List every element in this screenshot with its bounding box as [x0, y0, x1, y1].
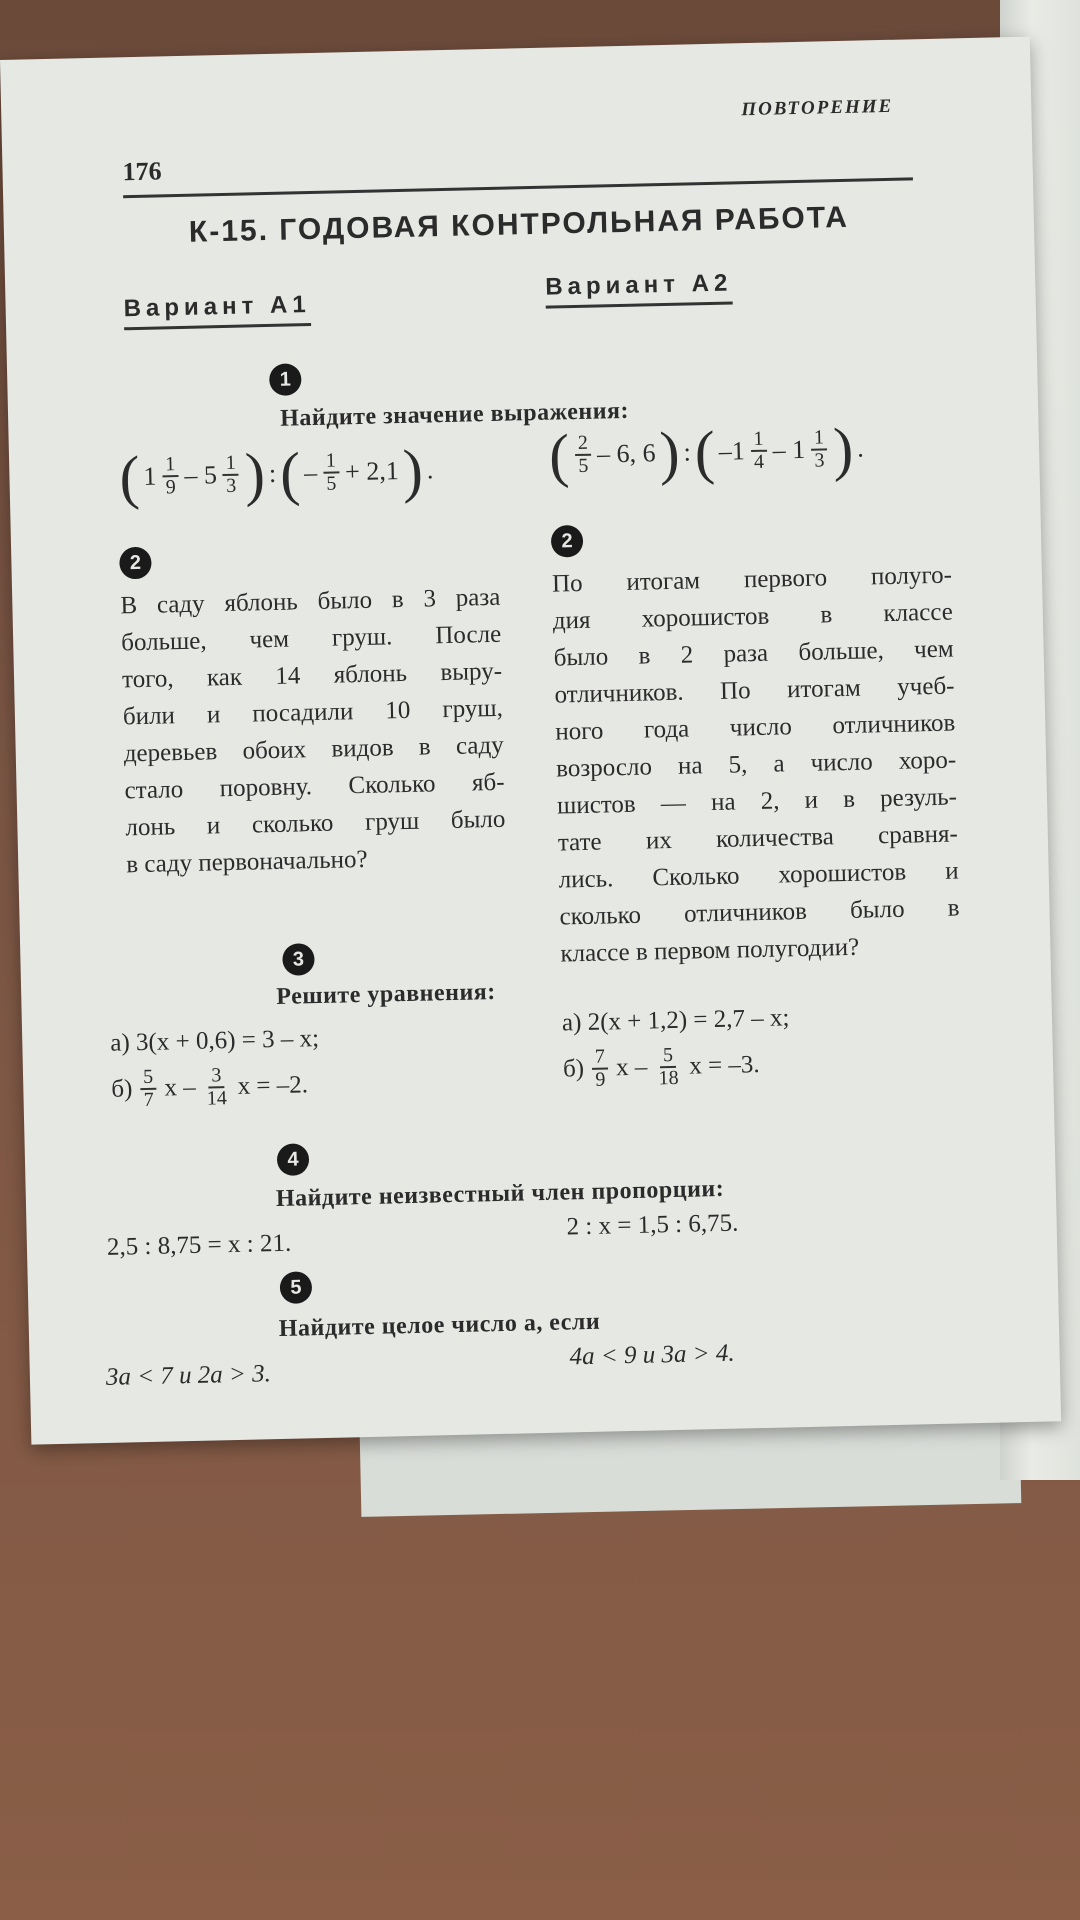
text-line: лись. Сколько хорошистов и	[558, 857, 959, 894]
text-line: шистов — на 2, и в резуль-	[556, 783, 958, 820]
text-line: в саду первоначально?	[125, 845, 368, 879]
numerator: 2	[575, 433, 592, 456]
text-line: возросло на 5, а число хоро-	[555, 746, 957, 783]
text-line: били и посадили 10 груш,	[122, 694, 504, 731]
text-line: дия хорошистов в классе	[552, 598, 954, 635]
paren-open: (	[279, 440, 301, 507]
numerator: 3	[208, 1065, 225, 1088]
text-line: больше, чем груш. После	[120, 620, 502, 657]
minus-term: – 5	[184, 460, 218, 490]
fraction	[655, 1045, 682, 1090]
numerator: 1	[222, 453, 239, 476]
task-2-a2-badge: 2	[551, 525, 584, 558]
text-line: было в 2 раза больше, чем	[553, 635, 954, 672]
numerator: 5	[660, 1045, 677, 1068]
text-line: сколько отличников было в	[559, 894, 960, 931]
text-line: лонь и сколько груш было	[125, 805, 506, 842]
numerator: 1	[811, 427, 828, 450]
period: .	[856, 433, 865, 463]
text-line: ного года число отличников	[555, 709, 956, 746]
header-rule	[123, 177, 913, 198]
whole-part: – 1	[772, 434, 806, 465]
numerator: 1	[162, 454, 179, 477]
task-3-a2-equation-a: а) 2(x + 1,2) = 2,7 – x;	[561, 1004, 790, 1037]
variant-a1-heading: Вариант А1	[123, 291, 311, 330]
fraction	[222, 453, 239, 497]
period: .	[426, 455, 434, 485]
term: x –	[615, 1053, 648, 1082]
whole-part: 1	[143, 461, 157, 491]
numerator: 7	[592, 1046, 609, 1069]
task-1-badge: 1	[269, 363, 302, 396]
text-line: деревьев обоих видов в саду	[123, 731, 504, 768]
numerator: 5	[140, 1067, 157, 1090]
fraction	[203, 1065, 230, 1110]
task-3-instruction: Решите уравнения:	[276, 978, 497, 1010]
colon: :	[683, 437, 692, 467]
task-4-a1-proportion: 2,5 : 8,75 = x : 21.	[106, 1229, 292, 1261]
paren-close: )	[402, 437, 424, 504]
item-label: б)	[562, 1055, 585, 1083]
denominator: 9	[165, 476, 176, 499]
denominator: 5	[326, 472, 337, 495]
denominator: 18	[658, 1066, 679, 1090]
task-1-instruction: Найдите значение выражения:	[279, 397, 630, 432]
task-3-a1-equation-a: а) 3(x + 0,6) = 3 – x;	[110, 1025, 320, 1057]
task-2-a1-text	[120, 579, 507, 884]
text-line: стало поровну. Сколько яб-	[124, 768, 505, 805]
paren-close: )	[244, 441, 266, 508]
task-2-a2-text	[552, 557, 961, 973]
fraction	[162, 454, 179, 498]
text-line: В саду яблонь было в 3 раза	[120, 583, 501, 620]
task-5-instruction: Найдите целое число a, если	[278, 1308, 601, 1342]
task-2-a1-badge: 2	[119, 547, 152, 580]
task-5-a2-inequalities: 4a < 9 и 3a > 4.	[569, 1339, 735, 1371]
text-line: классе в первом полугодии?	[560, 933, 860, 968]
denominator: 4	[753, 450, 765, 473]
text-line: отличников. По итогам учеб-	[554, 672, 955, 709]
task-5-a1-inequalities: 3a < 7 и 2a > 3.	[105, 1360, 272, 1391]
task-4-badge: 4	[277, 1143, 310, 1176]
numerator: 1	[323, 450, 340, 473]
denominator: 3	[225, 474, 237, 497]
paren-open: (	[118, 443, 141, 511]
plus-term: + 2,1	[344, 456, 400, 487]
fraction	[811, 427, 828, 471]
text-line: По итогам первого полуго-	[551, 561, 953, 598]
minus-term: – 6, 6	[596, 438, 656, 469]
colon: :	[268, 458, 277, 489]
whole-part: –1	[718, 436, 746, 466]
denominator: 7	[143, 1088, 154, 1112]
paren-close: )	[832, 415, 854, 483]
numerator: 1	[750, 429, 767, 452]
page-number: 176	[122, 156, 162, 187]
fraction	[140, 1067, 157, 1111]
paren-close: )	[658, 419, 681, 487]
textbook-page	[0, 37, 1061, 1445]
variant-a2-heading: Вариант А2	[545, 269, 733, 308]
term: x = –3.	[688, 1051, 760, 1080]
term: x = –2.	[237, 1071, 309, 1100]
page-title: К-15. ГОДОВАЯ КОНТРОЛЬНАЯ РАБОТА	[188, 200, 850, 249]
task-1-a1-expression	[118, 437, 434, 511]
fraction	[575, 433, 592, 477]
task-3-badge: 3	[282, 943, 315, 976]
task-5-badge: 5	[280, 1271, 313, 1304]
fraction	[592, 1046, 609, 1090]
negative-sign: –	[303, 457, 318, 488]
denominator: 9	[595, 1068, 606, 1091]
term: x –	[164, 1073, 196, 1102]
task-3-a1-equation-b	[111, 1063, 309, 1111]
text-line: того, как 14 яблонь выру-	[121, 657, 503, 694]
running-head: ПОВТОРЕНИЕ	[741, 95, 894, 121]
fraction	[323, 450, 340, 494]
paren-open: (	[548, 422, 570, 489]
paren-open: (	[694, 418, 716, 486]
denominator: 5	[578, 454, 589, 477]
task-4-instruction: Найдите неизвестный член пропорции:	[275, 1175, 725, 1213]
item-label: б)	[111, 1075, 133, 1103]
task-3-a2-equation-b	[563, 1043, 761, 1091]
text-line: тате их количества сравня-	[557, 820, 959, 857]
denominator: 14	[206, 1087, 228, 1110]
fraction	[750, 429, 767, 473]
task-1-a2-expression	[548, 415, 865, 489]
denominator: 3	[814, 449, 825, 472]
task-4-a2-proportion: 2 : x = 1,5 : 6,75.	[566, 1209, 739, 1241]
